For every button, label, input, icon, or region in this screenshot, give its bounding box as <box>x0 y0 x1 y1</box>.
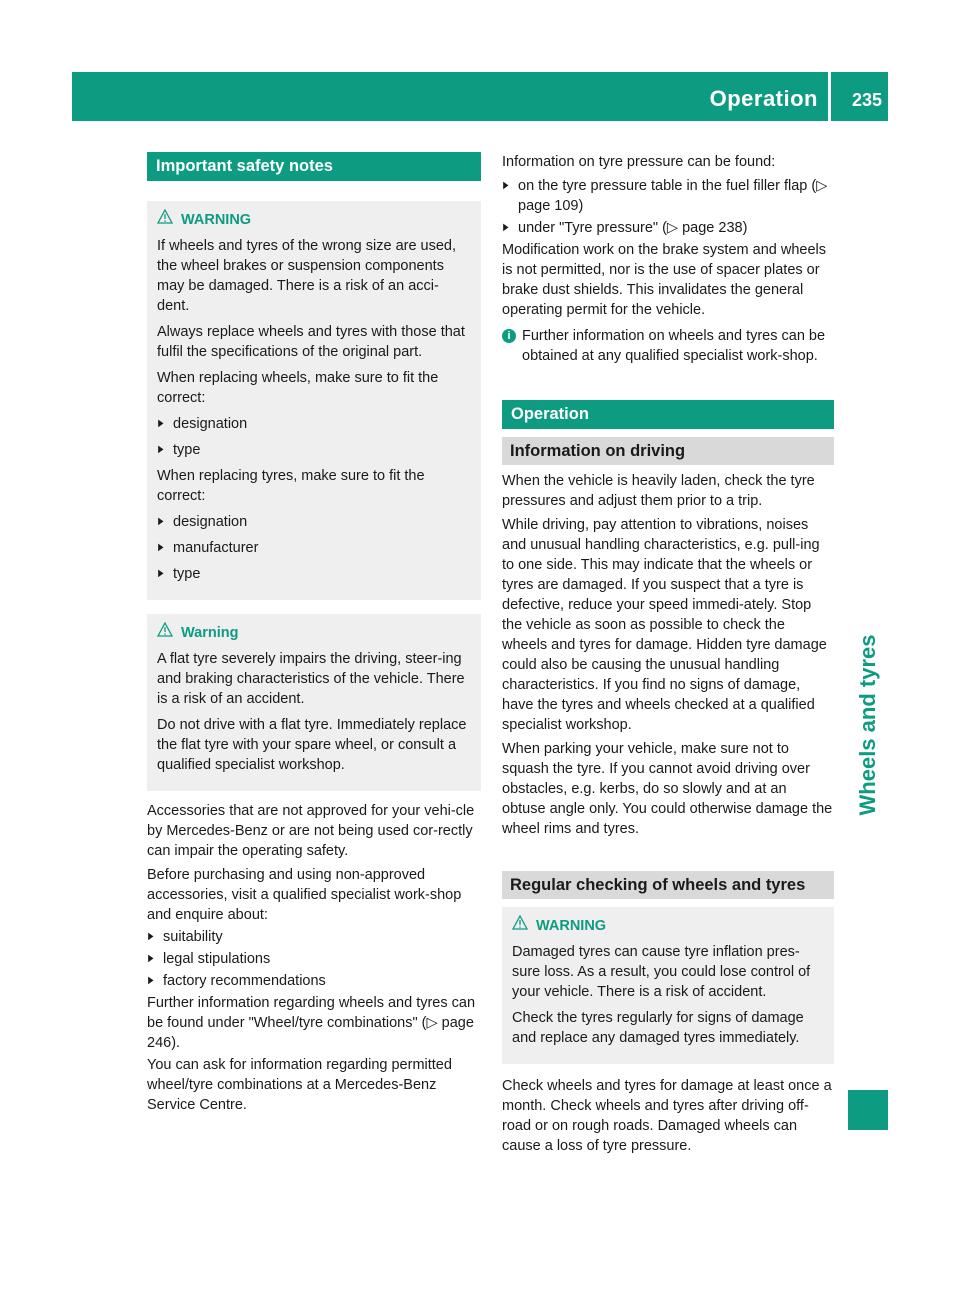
page-number: 235 <box>851 90 882 110</box>
paragraph: Check the tyres regularly for signs of damage and replace any damaged tyres immediately. <box>512 1010 804 1046</box>
list-item: ▶ manufacturer <box>157 538 471 558</box>
list-item: ▶ suitability <box>147 927 481 947</box>
info-note <box>502 326 834 366</box>
paragraph: While driving, pay attention to vibrations, noises and unusual handling characteristics, e.g. pull-ing to one side. This may indicate that the wheels or tyres are damaged. If you suspect that a tyre is defective, reduce your speed immedi-ately. Stop the vehicle as soon as possible to check the wheels and tyres for damage. Hidden tyre damage could also be causing the unusual handling characteristics. If you find no signs of damage, have the tyres and wheels checked at a qualified specialist workshop. <box>502 517 827 733</box>
subsection-title: Information on driving <box>502 437 834 465</box>
list-item: ▶ type <box>157 564 471 584</box>
paragraph: When parking your vehicle, make sure not to squash the tyre. If you cannot avoid driving over obstacles, e.g. kerbs, do so slowly and at an obtuse angle only. You could otherwise damage the wheel rims and tyres. <box>502 741 833 837</box>
paragraph: Before purchasing and using non-approved accessories, visit a qualified specialist work-shop and enquire about: <box>147 867 462 923</box>
paragraph: Check wheels and tyres for damage at least once a month. Check wheels and tyres after driving off-road or on rough roads. Damaged wheels can cause a loss of tyre pressure. <box>502 1078 832 1154</box>
paragraph: Information on tyre pressure can be found: <box>502 154 776 170</box>
paragraph: Further information regarding wheels and tyres can be found under "Wheel/tyre combinations" (▷ page 246). <box>147 995 476 1051</box>
warning-title <box>157 209 471 230</box>
paragraph: You can ask for information regarding permitted wheel/tyre combinations at a Mercedes-Benz Service Centre. <box>147 1057 452 1113</box>
header-divider <box>828 72 831 121</box>
paragraph: A flat tyre severely impairs the driving, steer-ing and braking characteristics of the vehicle. There is a risk of an accident. <box>157 651 465 707</box>
warning-triangle-icon <box>157 622 173 643</box>
warning-label: WARNING <box>536 917 607 934</box>
section-title: Operation <box>502 400 834 429</box>
info-text: Further information on wheels and tyres can be obtained at any qualified specialist work-shop. <box>522 328 826 364</box>
list-item: ▶ under "Tyre pressure" (▷ page 238) <box>502 218 834 238</box>
paragraph: When replacing wheels, make sure to fit the correct: <box>157 370 439 406</box>
side-tab-label: Wheels and tyres <box>855 634 880 816</box>
page-header <box>72 72 888 121</box>
paragraph: When the vehicle is heavily laden, check the tyre pressures and adjust them prior to a trip. <box>502 473 815 509</box>
warning-box <box>502 907 834 1064</box>
info-icon: i <box>502 329 516 343</box>
chapter-title: Operation <box>709 86 818 111</box>
paragraph: Modification work on the brake system and wheels is not permitted, nor is the use of spacer plates or brake dust shields. This invalidates the general operating permit for the vehicle. <box>502 242 826 318</box>
list-item: ▶ type <box>157 440 471 460</box>
section-title: Important safety notes <box>147 152 481 181</box>
warning-title <box>512 915 824 936</box>
warning-box <box>147 201 481 600</box>
paragraph: When replacing tyres, make sure to fit the correct: <box>157 468 425 504</box>
right-column <box>502 152 834 1160</box>
warning-triangle-icon <box>512 915 528 936</box>
subsection-title: Regular checking of wheels and tyres <box>502 871 834 899</box>
list-item: ▶ on the tyre pressure table in the fuel filler flap (▷ page 109) <box>502 176 834 216</box>
paragraph: If wheels and tyres of the wrong size are used, the wheel brakes or suspension components may be damaged. There is a risk of an acci-dent. <box>157 238 457 314</box>
list-item: ▶ designation <box>157 512 471 532</box>
side-tab <box>848 575 888 875</box>
warning-triangle-icon <box>157 209 173 230</box>
paragraph: Always replace wheels and tyres with those that fulfil the specifications of the original part. <box>157 324 465 360</box>
warning-box <box>147 614 481 791</box>
list-item: ▶ factory recommendations <box>147 971 481 991</box>
warning-title <box>157 622 471 643</box>
paragraph: Do not drive with a flat tyre. Immediately replace the flat tyre with your spare wheel, or consult a qualified specialist workshop. <box>157 717 467 773</box>
side-marker <box>848 1090 888 1130</box>
left-column <box>147 152 481 1119</box>
paragraph: Accessories that are not approved for your vehi-cle by Mercedes-Benz or are not being used cor-rectly can impair the operating safety. <box>147 803 475 859</box>
list-item: ▶ designation <box>157 414 471 434</box>
warning-label: WARNING <box>181 211 252 228</box>
warning-label: Warning <box>181 624 239 641</box>
paragraph: Damaged tyres can cause tyre inflation pres-sure loss. As a result, you could lose control of your vehicle. There is a risk of accident. <box>512 944 811 1000</box>
list-item: ▶ legal stipulations <box>147 949 481 969</box>
